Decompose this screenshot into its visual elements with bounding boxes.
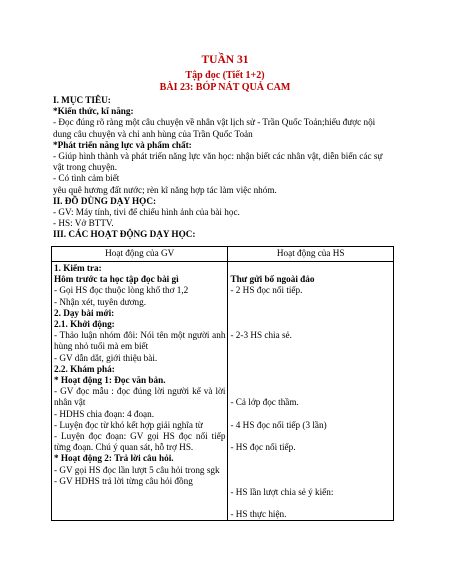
gv-activity-line: 2.1. Khởi động: xyxy=(54,319,115,330)
hs-activity-line xyxy=(230,476,391,487)
hs-activity-line: - 2-3 HS chia sẻ. xyxy=(230,330,292,341)
hs-activity-line: - HS lần lượt chia sẻ ý kiến: xyxy=(230,486,334,497)
gv-activity-line: - HDHS chia đoạn: 4 đoạn. xyxy=(54,408,155,419)
table-header-row xyxy=(52,247,394,262)
hs-activity-line xyxy=(230,353,391,364)
competence-line: - Có tình cảm biết xyxy=(53,173,120,184)
gv-activity-line: - GV dẫn dắt, giới thiệu bài. xyxy=(54,352,158,363)
gv-activity-line: Hôm trước ta học tập đọc bài gì xyxy=(54,274,179,285)
hs-activity-line: - Cả lớp đọc thầm. xyxy=(230,397,299,408)
gv-activity-line: - Thảo luận nhóm đôi: Nói tên một người anh hùng nhỏ tuổi mà em biết xyxy=(54,330,226,352)
hs-activity-line xyxy=(230,263,391,274)
lesson-body xyxy=(53,95,393,241)
hs-column-header: Hoạt động của HS xyxy=(228,247,394,262)
objectives-heading: I. MỤC TIÊU: xyxy=(53,95,111,105)
gv-activity-line: - GV HDHS trả lời từng câu hỏi đồng xyxy=(54,475,193,486)
hs-activity-line xyxy=(230,319,391,330)
lesson-title: BÀI 23: BÓP NÁT QUẢ CAM xyxy=(159,82,291,93)
competence-line: yêu quê hương đất nước; rèn kĩ năng hợp tác làm việc nhóm. xyxy=(53,184,277,195)
competence-heading: *Phát triển năng lực và phẩm chất: xyxy=(53,139,192,150)
gv-activity-line: * Hoạt động 1: Đọc văn bản. xyxy=(54,375,166,386)
gv-activity-line: 1. Kiểm tra: xyxy=(54,263,102,273)
knowledge-heading: *Kiến thức, kĩ năng: xyxy=(53,106,134,117)
gv-activity-line: - Nhận xét, tuyên dương. xyxy=(54,296,146,307)
hs-activity-line xyxy=(230,409,391,420)
hs-activity-line xyxy=(230,431,391,442)
hs-activity-line xyxy=(230,308,391,319)
hs-activity-line: - HS thực hiện. xyxy=(230,509,287,520)
gv-activity-line: - GV gọi HS đọc lần lượt 5 câu hỏi trong sgk xyxy=(54,464,220,475)
materials-line: - HS: Vở BTTV. xyxy=(53,218,114,229)
hs-activities-cell xyxy=(228,262,394,521)
gv-activity-line: 2.2. Khám phá: xyxy=(54,363,115,374)
hs-activity-line: - 4 HS đọc nối tiếp (3 lần) xyxy=(230,419,327,430)
gv-activity-line: - Luyện đọc đoạn: GV gọi HS đọc nối tiếp từng đoạn. Chú ý quan sát, hỗ trợ HS. xyxy=(54,431,226,453)
hs-activity-line xyxy=(230,498,391,509)
activities-table xyxy=(51,246,394,521)
hs-activity-line xyxy=(230,297,391,308)
gv-activity-line: - Luyện đọc từ khó kết hợp giải nghĩa từ xyxy=(54,419,203,430)
hs-activity-line: - HS đọc nối tiếp. xyxy=(230,442,296,453)
gv-activity-line: - GV đọc mẫu : đọc đúng lời người kể và lời nhân vật xyxy=(54,386,226,408)
hs-activity-line xyxy=(230,375,391,386)
competence-line: - Giúp hình thành và phát triển năng lực văn học: nhận biết các nhân vật, diễn biến các sự vật trong chuyện. xyxy=(53,151,383,173)
hs-activity-line xyxy=(230,386,391,397)
gv-activities-cell xyxy=(52,262,228,521)
hs-activity-line: Thư gửi bố ngoài đảo xyxy=(230,274,315,285)
gv-activity-line: - Gọi HS đọc thuộc lòng khổ thơ 1,2 xyxy=(54,285,189,296)
subject-title: Tập đọc (Tiết 1+2) xyxy=(185,70,265,81)
hs-activity-line xyxy=(230,364,391,375)
activities-heading: III. CÁC HOẠT ĐỘNG DẠY HỌC: xyxy=(53,229,196,240)
gv-activity-line: * Hoạt động 2: Trả lời câu hỏi. xyxy=(54,453,174,464)
hs-activity-line xyxy=(230,464,391,475)
knowledge-text: - Đọc đúng rõ ràng một câu chuyện về nhân vật lịch sử - Trần Quốc Toản;hiểu được nội dung câu chuyện và chỉ anh hùng của Trần Quốc Toản xyxy=(53,117,376,139)
hs-activity-line xyxy=(230,341,391,352)
hs-activity-line xyxy=(230,453,391,464)
table-row xyxy=(52,262,394,521)
hs-activity-line: - 2 HS đọc nối tiếp. xyxy=(230,285,303,296)
gv-column-header: Hoạt động của GV xyxy=(52,247,228,262)
week-title: TUẦN 31 xyxy=(201,54,249,66)
materials-line: - GV: Máy tính, tivi để chiếu hình ảnh của bài học. xyxy=(53,207,240,218)
gv-activity-line: 2. Dạy bài mới: xyxy=(54,307,115,318)
materials-heading: II. ĐỒ DÙNG DẠY HỌC: xyxy=(53,195,157,206)
